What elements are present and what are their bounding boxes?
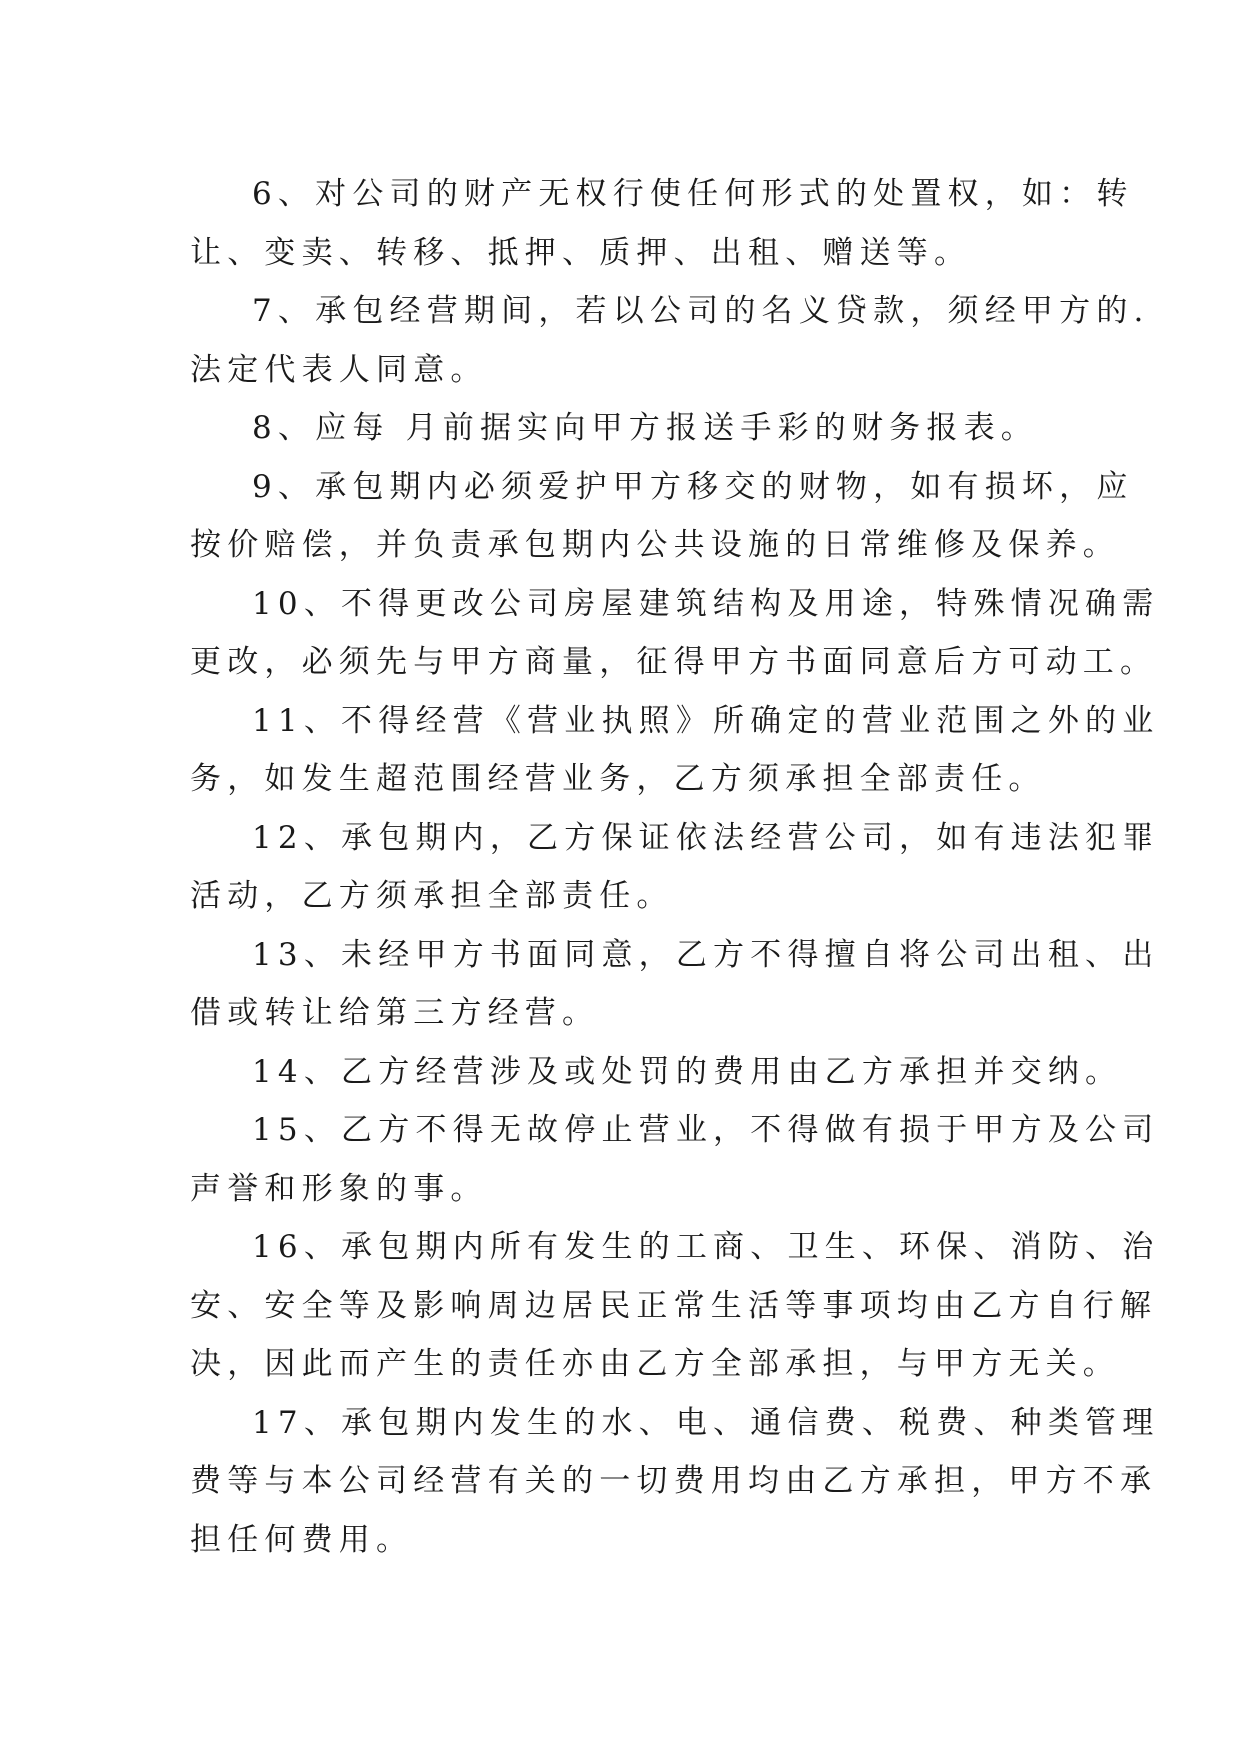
paragraph-line: 务，如发生超范围经营业务，乙方须承担全部责任。 — [190, 761, 1046, 797]
paragraph-line: 决，因此而产生的责任亦由乙方全部承担，与甲方无关。 — [190, 1346, 1120, 1382]
clause-10 — [190, 575, 1160, 692]
paragraph-line: 费等与本公司经营有关的一切费用均由乙方承担，甲方不承 — [190, 1463, 1158, 1499]
paragraph-line: 借或转让给第三方经营。 — [190, 995, 600, 1031]
clause-12 — [190, 809, 1160, 926]
paragraph-line: 16、承包期内所有发生的工商、卫生、环保、消防、治 — [252, 1229, 1160, 1265]
paragraph-line: 声誉和形象的事。 — [190, 1170, 488, 1207]
clause-8 — [190, 399, 1058, 458]
paragraph-line: 担任何费用。 — [190, 1521, 414, 1558]
clause-15 — [190, 1101, 1160, 1218]
clause-7 — [190, 282, 1150, 399]
clause-17 — [190, 1394, 1160, 1570]
clause-16 — [190, 1218, 1160, 1394]
clause-6 — [190, 165, 1134, 282]
clause-9 — [190, 458, 1134, 575]
clause-11 — [190, 692, 1160, 809]
clause-13 — [190, 926, 1160, 1043]
clause-14 — [190, 1043, 1123, 1102]
paragraph-line: 按价赔偿，并负责承包期内公共设施的日常维修及保养。 — [190, 527, 1120, 563]
paragraph-line: 17、承包期内发生的水、电、通信费、税费、种类管理 — [252, 1404, 1160, 1441]
paragraph-line: 8、应每 月前据实向甲方报送手彩的财务报表。 — [252, 410, 1038, 446]
paragraph-line: 让、变卖、转移、抵押、质押、出租、赠送等。 — [190, 234, 972, 271]
paragraph-line: 安、安全等及影响周边居民正常生活等事项均由乙方自行解 — [190, 1287, 1158, 1324]
paragraph-line: 15、乙方不得无故停止营业，不得做有损于甲方及公司 — [252, 1112, 1160, 1148]
paragraph-line: 14、乙方经营涉及或处罚的费用由乙方承担并交纳。 — [252, 1053, 1123, 1090]
paragraph-line: 11、不得经营《营业执照》所确定的营业范围之外的业 — [252, 702, 1160, 739]
document-body — [190, 165, 1160, 1569]
paragraph-line: 10、不得更改公司房屋建筑结构及用途，特殊情况确需 — [252, 585, 1160, 622]
paragraph-line: 6、对公司的财产无权行使任何形式的处置权，如：转 — [252, 176, 1134, 212]
paragraph-line: 7、承包经营期间，若以公司的名义贷款，须经甲方的. — [252, 293, 1150, 329]
paragraph-line: 活动，乙方须承担全部责任。 — [190, 878, 674, 914]
paragraph-line: 13、未经甲方书面同意，乙方不得擅自将公司出租、出 — [252, 936, 1160, 973]
paragraph-line: 法定代表人同意。 — [190, 351, 488, 388]
paragraph-line: 12、承包期内，乙方保证依法经营公司，如有违法犯罪 — [252, 819, 1160, 856]
paragraph-line: 更改，必须先与甲方商量，征得甲方书面同意后方可动工。 — [190, 644, 1158, 680]
paragraph-line: 9、承包期内必须爱护甲方移交的财物，如有损坏，应 — [252, 468, 1134, 505]
